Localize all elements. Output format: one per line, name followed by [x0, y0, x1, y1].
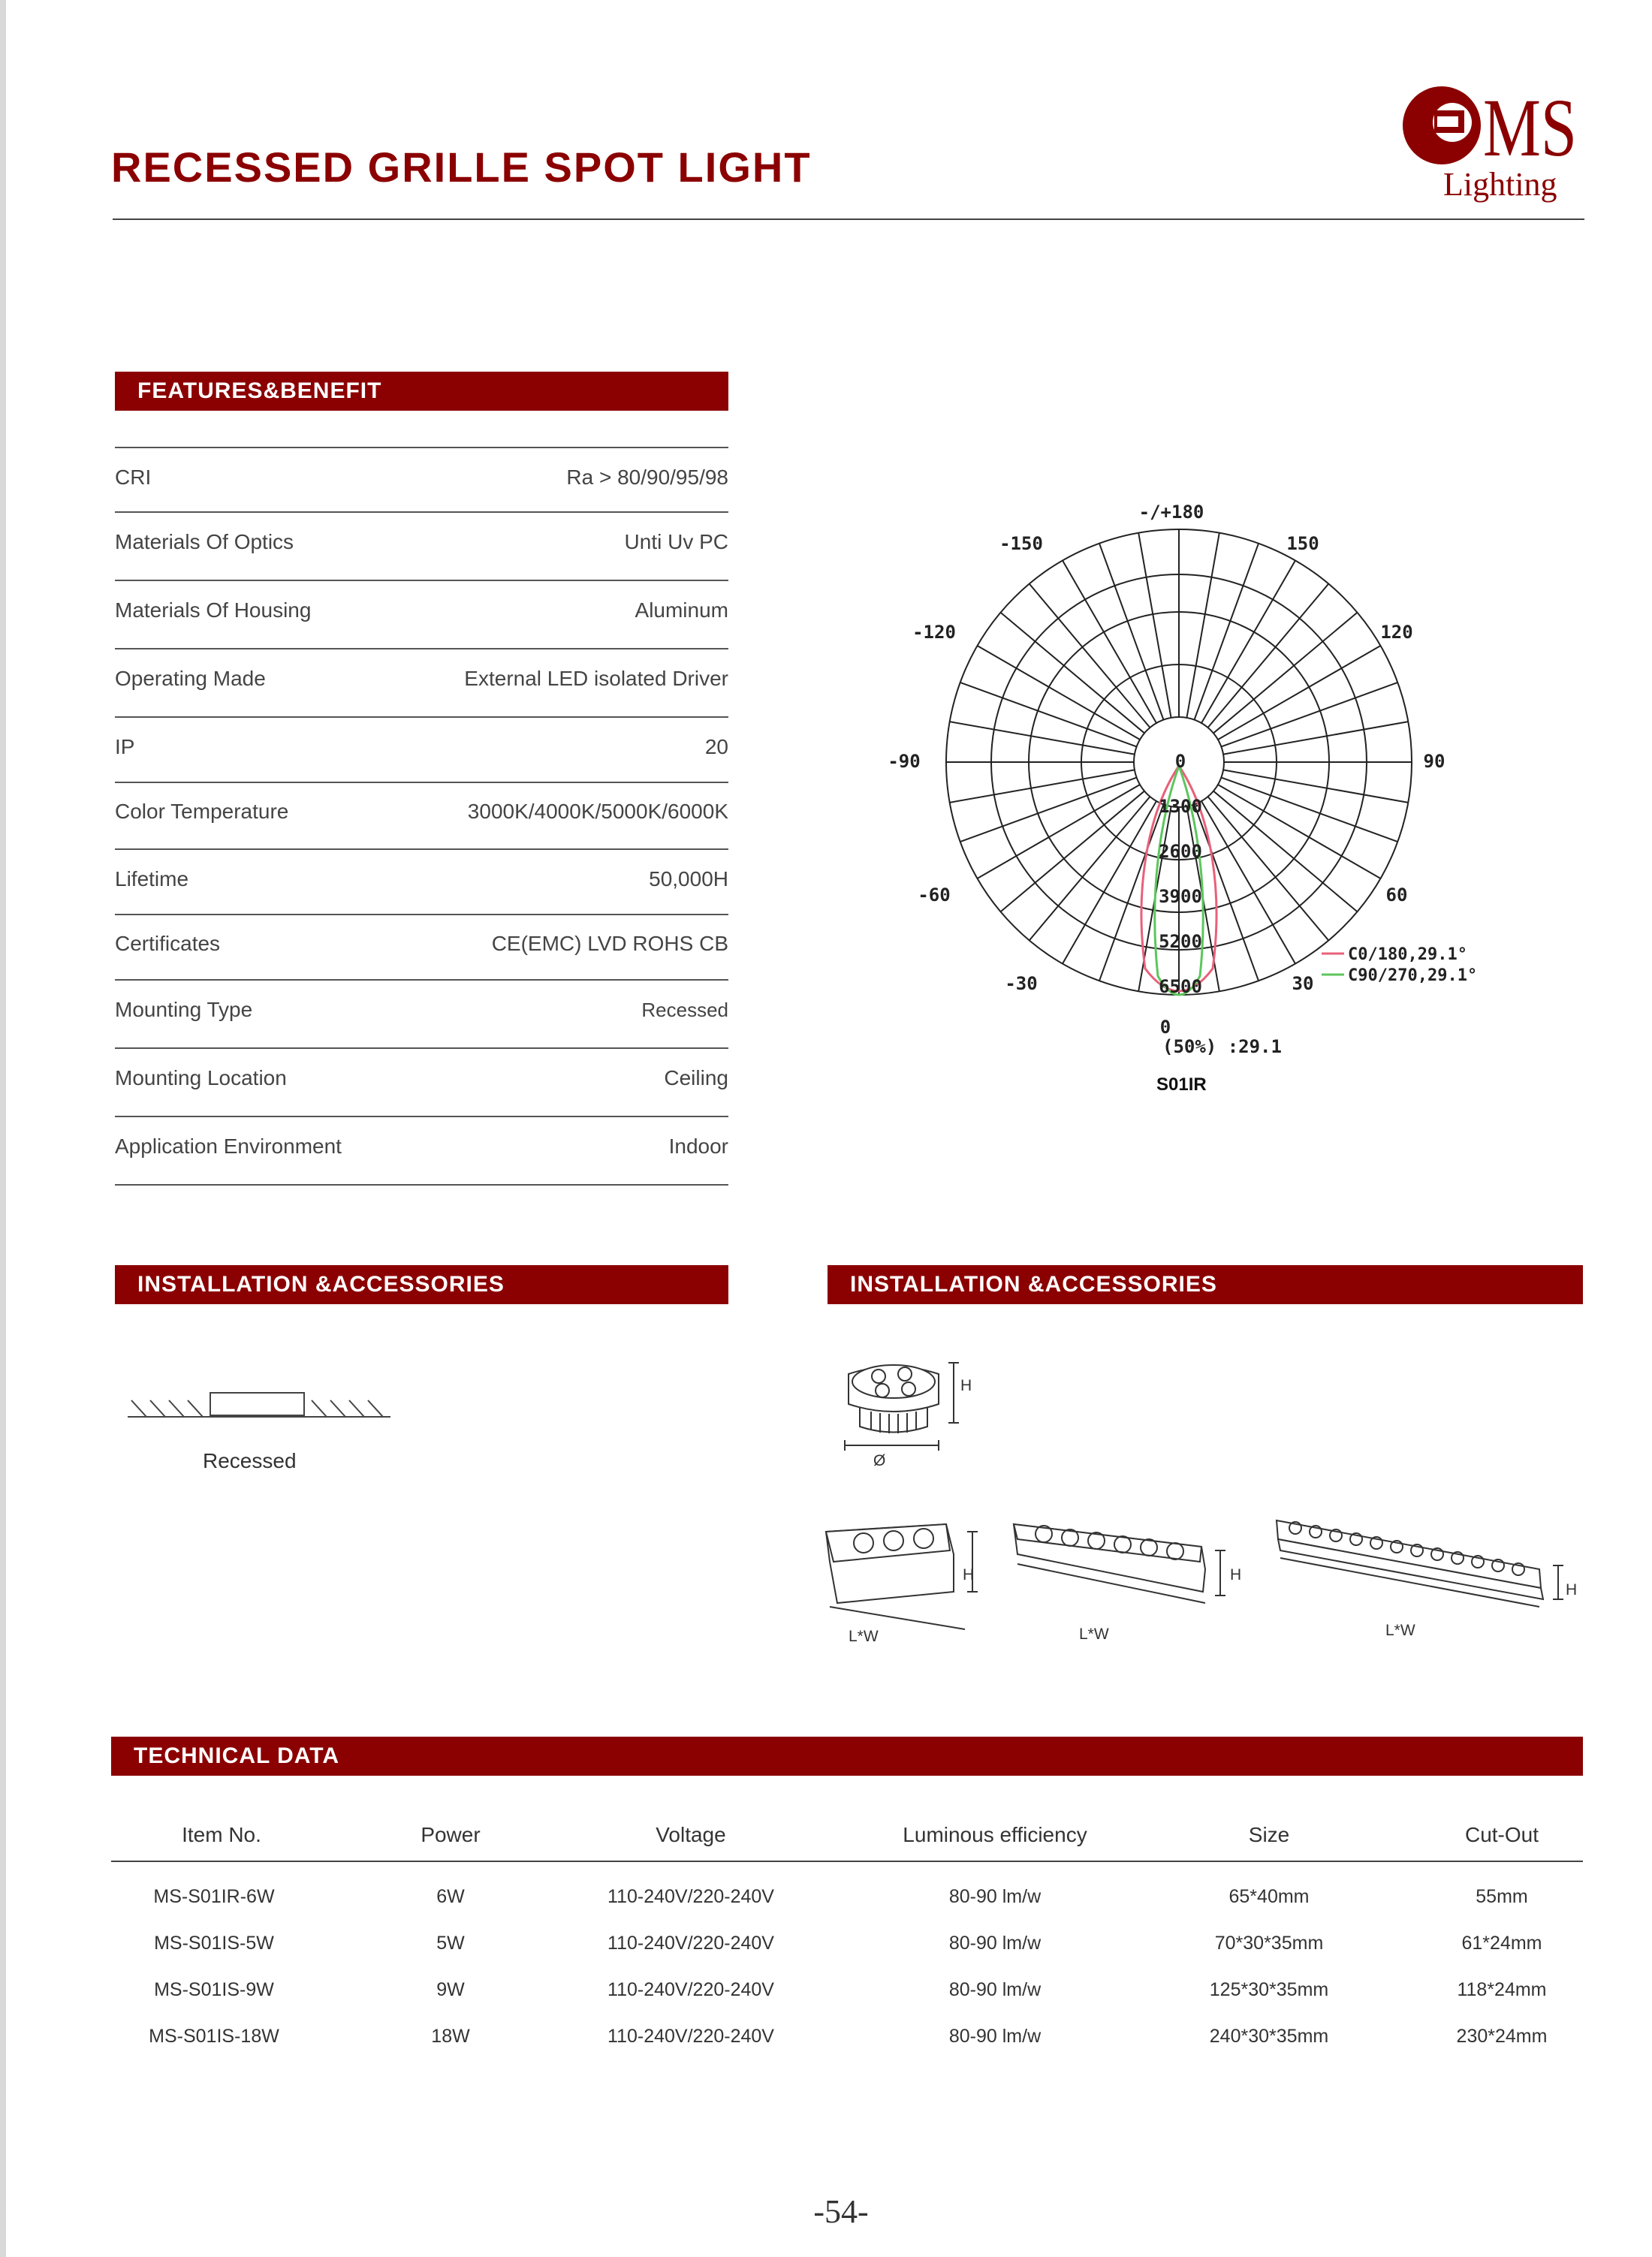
col-power: Power	[421, 1823, 481, 1846]
feature-label: IP	[115, 735, 135, 758]
feature-row-color-temp	[115, 794, 728, 829]
installation-heading-left: INSTALLATION &ACCESSORIES	[115, 1265, 728, 1304]
round-downlight-drawing	[834, 1351, 976, 1479]
polar-grid-spoke	[1138, 533, 1171, 718]
polar-grid-spoke	[978, 785, 1141, 878]
dim-h-6head: H	[1230, 1566, 1242, 1584]
technical-heading: TECHNICAL DATA	[111, 1737, 1583, 1776]
cell-voltage: 110-240V/220-240V	[607, 1933, 774, 1954]
cell-cutout: 61*24mm	[1461, 1933, 1542, 1954]
features-rule	[115, 1047, 728, 1049]
feature-value: 50,000H	[649, 867, 728, 890]
polar-grid-spoke	[1213, 613, 1358, 734]
legend-c90-270: C90/270,29.1°	[1348, 966, 1478, 985]
angle-label-neg30: -30	[1005, 973, 1038, 994]
cell-cutout: 118*24mm	[1457, 1979, 1547, 2000]
feature-label: CRI	[115, 466, 152, 489]
feature-row-optics	[115, 525, 728, 559]
brand-logo	[1397, 71, 1592, 206]
feature-label: Materials Of Housing	[115, 598, 312, 622]
cell-efficiency: 80-90 lm/w	[948, 2026, 1042, 2047]
page-title: RECESSED GRILLE SPOT LIGHT	[111, 143, 812, 191]
cell-power: 6W	[436, 1886, 465, 1907]
page-number: -54-	[813, 2193, 869, 2230]
cell-item: MS-S01IS-5W	[154, 1933, 274, 1954]
cell-power: 18W	[431, 2026, 470, 2047]
polar-grid-spoke	[1218, 785, 1381, 878]
feature-label: Operating Made	[115, 667, 266, 690]
dim-d-round: Ø	[873, 1452, 886, 1469]
cell-cutout: 230*24mm	[1456, 2026, 1548, 2047]
col-item-no: Item No.	[182, 1823, 261, 1846]
recessed-ceiling-icon	[124, 1385, 394, 1430]
grille-3head-drawing	[815, 1509, 987, 1637]
feature-value: Ra > 80/90/95/98	[566, 466, 728, 489]
col-voltage: Voltage	[656, 1823, 726, 1846]
cell-efficiency: 80-90 lm/w	[948, 1933, 1042, 1954]
polar-grid-spoke	[1223, 770, 1408, 802]
feature-row-mounting-location	[115, 1061, 728, 1095]
polar-grid-spoke	[1208, 797, 1329, 941]
cell-voltage: 110-240V/220-240V	[607, 1979, 774, 2000]
legend-c0-180: C0/180,29.1°	[1348, 945, 1467, 964]
title-divider	[113, 218, 1584, 220]
cell-power: 5W	[436, 1933, 465, 1954]
dim-lw-3head: L*W	[849, 1628, 879, 1645]
features-rule	[115, 716, 728, 718]
feature-value: Recessed	[641, 998, 728, 1021]
logo-text: Lighting	[1443, 166, 1557, 203]
cell-size: 240*30*35mm	[1209, 2026, 1329, 2047]
feature-value: Unti Uv PC	[624, 530, 728, 553]
angle-label-30: 30	[1292, 973, 1314, 994]
cell-item: MS-S01IS-18W	[149, 2026, 279, 2047]
features-rule	[115, 1116, 728, 1117]
polar-grid-spoke	[1186, 533, 1219, 718]
features-rule	[115, 648, 728, 649]
feature-label: Application Environment	[115, 1135, 342, 1158]
feature-row-ip	[115, 730, 728, 764]
cell-efficiency: 80-90 lm/w	[948, 1886, 1042, 1907]
feature-label: Lifetime	[115, 867, 189, 890]
cell-size: 65*40mm	[1228, 1886, 1310, 1907]
polar-grid-spoke	[1223, 722, 1408, 754]
features-rule	[115, 979, 728, 981]
polar-grid-spoke	[1208, 584, 1329, 728]
feature-row-lifetime	[115, 862, 728, 896]
feature-value: CE(EMC) LVD ROHS CB	[491, 932, 728, 955]
polar-grid-spoke	[1001, 791, 1145, 912]
installation-heading-right: INSTALLATION &ACCESSORIES	[828, 1265, 1583, 1304]
radial-label-6500: 6500	[1159, 976, 1202, 997]
angle-label-180: -/+180	[1138, 502, 1204, 523]
grille-6head-drawing	[1006, 1505, 1242, 1637]
model-label: S01IR	[1156, 1074, 1207, 1095]
feature-value: Indoor	[668, 1135, 728, 1158]
feature-value: Ceiling	[664, 1066, 728, 1089]
radial-label-3900: 3900	[1159, 886, 1202, 907]
features-rule	[115, 848, 728, 850]
cell-item: MS-S01IR-6W	[153, 1886, 275, 1907]
polar-grid-spoke	[1029, 797, 1150, 941]
cell-voltage: 110-240V/220-240V	[607, 1886, 774, 1907]
logo-letters: MS	[1483, 82, 1577, 173]
features-rule	[115, 782, 728, 783]
angle-label-neg150: -150	[999, 533, 1043, 554]
radial-label-2600: 2600	[1159, 841, 1202, 862]
recessed-caption: Recessed	[203, 1449, 297, 1472]
angle-label-90: 90	[1423, 751, 1446, 772]
features-rule	[115, 1184, 728, 1186]
polar-grid-spoke	[1218, 646, 1381, 740]
feature-value: External LED isolated Driver	[464, 667, 728, 690]
features-heading: FEATURES&BENEFIT	[115, 372, 728, 411]
dim-h-3head: H	[963, 1566, 975, 1584]
feature-row-certificates	[115, 927, 728, 961]
col-cutout: Cut-Out	[1464, 1823, 1539, 1846]
features-rule	[115, 511, 728, 513]
cell-size: 125*30*35mm	[1209, 1979, 1329, 2000]
page-edge	[0, 0, 6, 2257]
cell-power: 9W	[436, 1979, 465, 2000]
polar-grid-spoke	[1001, 613, 1145, 734]
polar-grid-spoke	[950, 770, 1135, 802]
dim-lw-6head: L*W	[1079, 1626, 1109, 1643]
features-rule	[115, 447, 728, 448]
grille-12head-drawing	[1269, 1505, 1569, 1637]
feature-label: Color Temperature	[115, 800, 289, 823]
feature-label: Certificates	[115, 932, 221, 955]
angle-label-60: 60	[1385, 884, 1408, 906]
angle-label-neg120: -120	[912, 622, 956, 643]
feature-row-operating	[115, 661, 728, 696]
feature-row-mounting-type	[115, 993, 728, 1027]
col-size: Size	[1248, 1823, 1290, 1846]
technical-header-rule	[111, 1861, 1583, 1862]
half-angle-label: (50%) :29.1	[1162, 1036, 1282, 1057]
cell-voltage: 110-240V/220-240V	[607, 2026, 774, 2047]
dim-h-12head: H	[1566, 1581, 1578, 1599]
angle-label-neg60: -60	[918, 884, 951, 906]
feature-label: Mounting Location	[115, 1066, 287, 1089]
dim-h-round: H	[960, 1377, 972, 1394]
feature-value: 20	[704, 735, 728, 758]
features-rule	[115, 914, 728, 915]
feature-value: Aluminum	[635, 598, 728, 622]
cell-cutout: 55mm	[1476, 1886, 1528, 1907]
features-rule	[115, 580, 728, 581]
feature-row-environment	[115, 1129, 728, 1164]
dim-lw-12head: L*W	[1385, 1622, 1415, 1639]
feature-value: 3000K/4000K/5000K/6000K	[467, 800, 728, 823]
angle-label-neg90: -90	[888, 751, 921, 772]
feature-label: Mounting Type	[115, 998, 253, 1021]
features-table	[115, 447, 728, 1198]
feature-row-housing	[115, 593, 728, 628]
polar-grid-spoke	[1063, 561, 1156, 724]
feature-row-cri	[115, 460, 728, 495]
polar-grid-spoke	[1201, 561, 1295, 724]
feature-label: Materials Of Optics	[115, 530, 294, 553]
polar-light-distribution	[886, 496, 1532, 1096]
angle-label-150: 150	[1286, 533, 1319, 554]
cell-efficiency: 80-90 lm/w	[948, 1979, 1042, 2000]
angle-label-120: 120	[1380, 622, 1413, 643]
polar-grid-spoke	[950, 722, 1135, 754]
polar-grid-spoke	[1213, 791, 1358, 912]
cell-size: 70*30*35mm	[1214, 1933, 1324, 1954]
angle-label-0: 0	[1159, 1017, 1171, 1038]
polar-grid-spoke	[1029, 584, 1150, 728]
radial-label-1300: 1300	[1159, 796, 1202, 817]
cell-item: MS-S01IS-9W	[154, 1979, 274, 2000]
col-luminous: Luminous efficiency	[903, 1823, 1087, 1846]
radial-label-0: 0	[1174, 751, 1186, 772]
polar-grid-spoke	[978, 646, 1141, 740]
radial-label-5200: 5200	[1159, 931, 1202, 952]
